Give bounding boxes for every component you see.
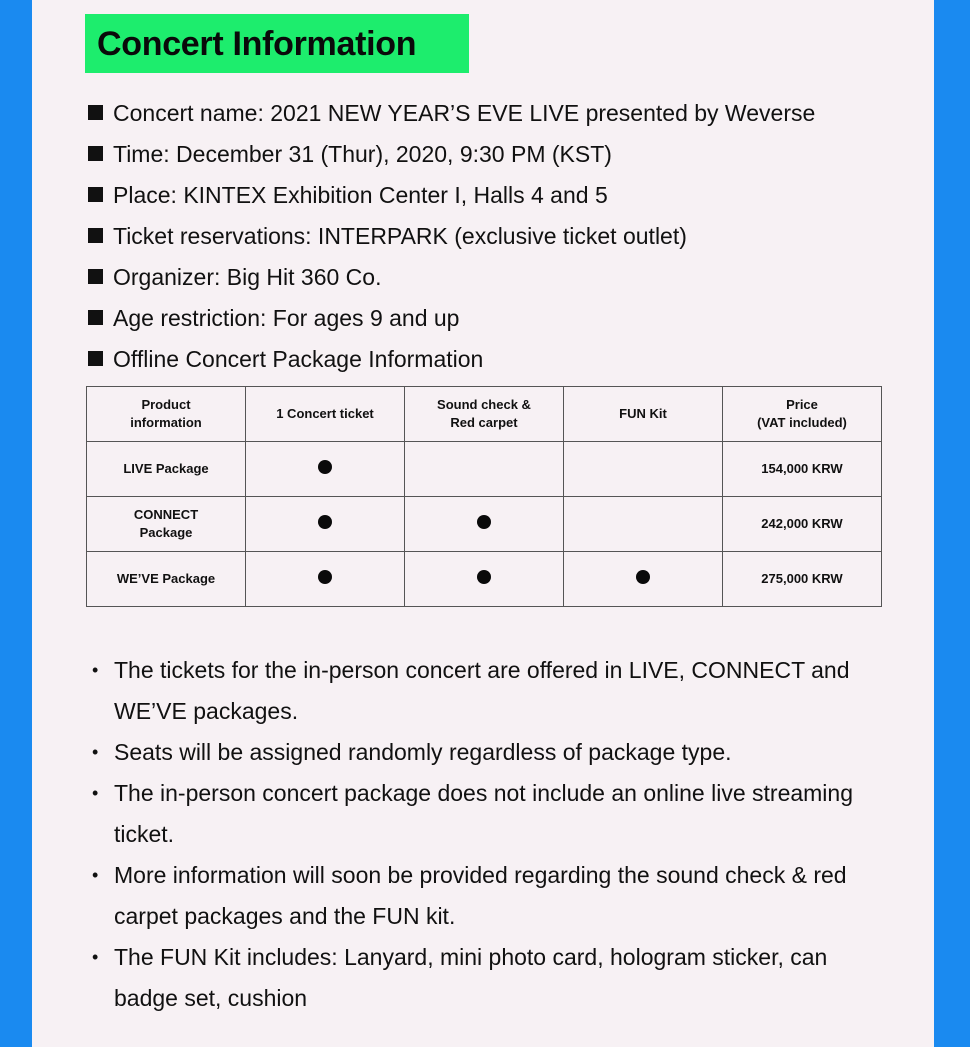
header-fun-kit: [564, 387, 723, 442]
product-cell-text: CONNECT Package: [133, 507, 199, 540]
product-cell: [87, 497, 246, 552]
fun-kit-cell: [564, 497, 723, 552]
note-text: The in-person concert package does not include an online live streaming ticket.: [114, 780, 853, 847]
info-item: [88, 262, 381, 292]
square-bullet-icon: [88, 351, 103, 366]
list-item: [88, 650, 888, 732]
included-dot-icon: [477, 515, 491, 529]
table-header-row: [87, 387, 882, 442]
note-text: The tickets for the in-person concert are offered in LIVE, CONNECT and WE’VE packages.: [114, 657, 850, 724]
square-bullet-icon: [88, 146, 103, 161]
included-dot-icon: [318, 515, 332, 529]
header-product: [87, 387, 246, 442]
header-label: Sound check & Red carpet: [437, 397, 531, 430]
bullet-icon: •: [92, 783, 99, 803]
info-item: [88, 344, 483, 374]
package-table: [86, 386, 882, 607]
price-cell-text: 154,000 KRW: [761, 461, 843, 476]
price-cell: [723, 497, 882, 552]
included-dot-icon: [477, 570, 491, 584]
info-text: Ticket reservations: INTERPARK (exclusive ticket outlet): [113, 223, 687, 249]
info-item: [88, 98, 815, 128]
concert-ticket-cell: [246, 497, 405, 552]
header-label: Price (VAT included): [757, 397, 847, 430]
fun-kit-cell: [564, 442, 723, 497]
header-concert-ticket: [246, 387, 405, 442]
price-cell-text: 275,000 KRW: [761, 571, 843, 586]
list-item: [88, 732, 888, 773]
product-cell: [87, 442, 246, 497]
square-bullet-icon: [88, 269, 103, 284]
bullet-icon: •: [92, 865, 99, 885]
info-text: Place: KINTEX Exhibition Center I, Halls 4 and 5: [113, 182, 608, 208]
info-item: [88, 303, 459, 333]
table-row: [87, 552, 882, 607]
square-bullet-icon: [88, 105, 103, 120]
table-row: [87, 497, 882, 552]
bullet-icon: •: [92, 742, 99, 762]
title-highlight: [85, 14, 469, 73]
notes-list: [88, 650, 888, 1019]
concert-ticket-cell: [246, 442, 405, 497]
product-cell: [87, 552, 246, 607]
concert-ticket-cell: [246, 552, 405, 607]
content-panel: [32, 0, 934, 1047]
info-text: Organizer: Big Hit 360 Co.: [113, 264, 382, 290]
bullet-icon: •: [92, 660, 99, 680]
header-price: [723, 387, 882, 442]
price-cell-text: 242,000 KRW: [761, 516, 843, 531]
note-text: More information will soon be provided regarding the sound check & red carpet packages and the FUN kit.: [114, 862, 847, 929]
note-text: Seats will be assigned randomly regardless of package type.: [114, 739, 732, 765]
price-cell: [723, 442, 882, 497]
list-item: [88, 937, 888, 1019]
product-cell-text: WE’VE Package: [116, 571, 216, 586]
header-label: Product information: [130, 397, 202, 430]
info-text: Concert name: 2021 NEW YEAR’S EVE LIVE presented by Weverse: [113, 100, 816, 126]
sound-check-cell: [405, 442, 564, 497]
included-dot-icon: [636, 570, 650, 584]
square-bullet-icon: [88, 228, 103, 243]
info-text: Offline Concert Package Information: [113, 346, 484, 372]
header-sound-check: [405, 387, 564, 442]
info-text: Age restriction: For ages 9 and up: [113, 305, 460, 331]
header-label: FUN Kit: [619, 406, 667, 421]
info-item: [88, 139, 612, 169]
sound-check-cell: [405, 497, 564, 552]
sound-check-cell: [405, 552, 564, 607]
table-row: [87, 442, 882, 497]
included-dot-icon: [318, 460, 332, 474]
list-item: [88, 773, 888, 855]
note-text: The FUN Kit includes: Lanyard, mini photo card, hologram sticker, can badge set, cushion: [114, 944, 828, 1011]
header-label: 1 Concert ticket: [276, 406, 374, 421]
product-cell-text: LIVE Package: [123, 461, 209, 476]
price-cell: [723, 552, 882, 607]
square-bullet-icon: [88, 310, 103, 325]
table-body: [87, 442, 882, 607]
info-item: [88, 180, 608, 210]
info-item: [88, 221, 687, 251]
fun-kit-cell: [564, 552, 723, 607]
square-bullet-icon: [88, 187, 103, 202]
bullet-icon: •: [92, 947, 99, 967]
info-text: Time: December 31 (Thur), 2020, 9:30 PM (KST): [113, 141, 612, 167]
list-item: [88, 855, 888, 937]
page-title: Concert Information: [97, 25, 417, 63]
included-dot-icon: [318, 570, 332, 584]
